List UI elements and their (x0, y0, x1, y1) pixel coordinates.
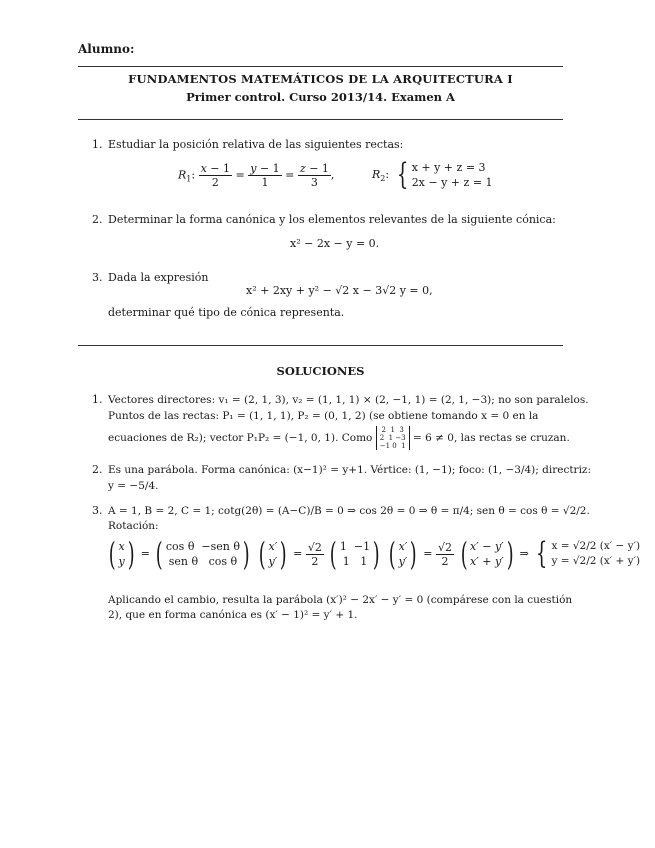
vector-xy: x y (118, 540, 125, 568)
system-eq-2: 2x − y + z = 1 (411, 176, 493, 189)
solution-3-line-3: Aplicando el cambio, resulta la parábola (x′)² − 2x′ − y′ = 0 (compárese con la cuestión (108, 594, 573, 606)
solution-3-line-1: A = 1, B = 2, C = 1; cotg(2θ) = (A−C)/B = 0 ⇒ cos 2θ = 0 ⇒ θ = π/4; sen θ = cos θ = √2/2. (108, 505, 590, 517)
frac-y: $\frac{y - 1}{1}$ (250, 162, 280, 189)
rotation-matrix: cos θ −sen θ sen θ cos θ (165, 540, 241, 568)
determinant: 2 1 3 2 1 −3 −1 0 1 (376, 426, 410, 450)
problem-3-statement: Dada la expresión (108, 271, 209, 284)
problem-1-statement: Estudiar la posición relativa de las siguientes rectas: (108, 138, 404, 151)
r2-subscript: 2 (380, 174, 386, 184)
rotation-formula: ( x y) = ( cos θ −sen θ sen θ cos θ ) ( x′ y′) = $\frac{√2}{2}$ ( 1 −1 1 1 ) ( x′ y′) = $\frac{√2}{2}$ ( x′ − y′ x′ + y′) ⇒ { x = √2/2 (x′ − y′) y = √2/2 (x′ + y′) (108, 535, 641, 573)
numeric-matrix: 1 −1 1 1 (339, 540, 371, 568)
line-r1-equation: $R_1$: $\frac{x - 1}{2}$ = $\frac{y - 1}{1}$ = $\frac{z - 1}{3}$ , (178, 162, 335, 189)
solutions-rule (78, 345, 563, 346)
equation-system (412, 160, 493, 190)
r1-subscript: 1 (186, 174, 192, 184)
result-y: y = √2/2 (x′ + y′) (551, 555, 641, 567)
solutions-heading: SOLUCIONES (276, 364, 365, 378)
system-eq-1: x + y + z = 3 (411, 161, 486, 174)
result-x: x = √2/2 (x′ − y′) (551, 540, 641, 552)
result-vector: x′ − y′ x′ + y′ (470, 540, 504, 568)
r2-label: R (372, 168, 381, 181)
problem-3-equation: x² + 2xy + y² − √2 x − 3√2 y = 0, (246, 284, 433, 297)
vector-xy-prime: x′ y′ (268, 540, 278, 568)
exam-subtitle: Primer control. Curso 2013/14. Examen A (186, 90, 455, 104)
solution-3-line-2: Rotación: (108, 520, 159, 532)
line-r2-system: $R_2$: { x + y + z = 3 2x − y + z = 1 (372, 157, 493, 192)
problem-2-number: 2. (92, 213, 103, 226)
solution-1-line-3b: = 6 ≠ 0, las rectas se cruzan. (412, 432, 570, 444)
course-title: FUNDAMENTOS MATEMÁTICOS DE LA ARQUITECTURA I (128, 72, 513, 86)
r1-label: R (178, 168, 187, 182)
header-top-rule (78, 66, 563, 67)
solution-1-number: 1. (92, 393, 103, 406)
solution-1-line-2: Puntos de las rectas: P₁ = (1, 1, 1), P₂ = (0, 1, 2) (se obtiene tomando x = 0 en la (108, 410, 539, 422)
solution-1-line-1: Vectores directores: v₁ = (2, 1, 3), v₂ = (1, 1, 1) × (2, −1, 1) = (2, 1, −3); no son paralelos. (108, 394, 589, 406)
problem-1-number: 1. (92, 138, 103, 151)
exam-header (78, 72, 563, 104)
problem-2-equation: x² − 2x − y = 0. (290, 237, 380, 250)
frac-z: $\frac{z - 1}{3}$ (299, 162, 329, 189)
solution-1-line-3a: ecuaciones de R₂); vector P₁P₂ = (−1, 0, 1). Como (108, 432, 373, 444)
problem-3-number: 3. (92, 271, 103, 284)
solution-2-number: 2. (92, 463, 103, 476)
problem-3-question: determinar qué tipo de cónica representa. (108, 306, 345, 319)
header-bottom-rule (78, 119, 563, 120)
solution-2-line-2: y = −5/4. (108, 480, 159, 492)
solution-1-line-3 (108, 426, 570, 450)
solution-3-number: 3. (92, 504, 103, 517)
solution-3-line-4: 2), que en forma canónica es (x′ − 1)² = y′ + 1. (108, 609, 358, 621)
solution-2-line-1: Es una parábola. Forma canónica: (x−1)² = y+1. Vértice: (1, −1); foco: (1, −3/4); directriz: (108, 464, 592, 476)
frac-x: $\frac{x - 1}{2}$ (200, 162, 231, 189)
result-system (551, 539, 640, 569)
problem-2-statement: Determinar la forma canónica y los elementos relevantes de la siguiente cónica: (108, 213, 556, 226)
system-brace: { (396, 157, 408, 192)
student-label: Alumno: (78, 42, 135, 56)
